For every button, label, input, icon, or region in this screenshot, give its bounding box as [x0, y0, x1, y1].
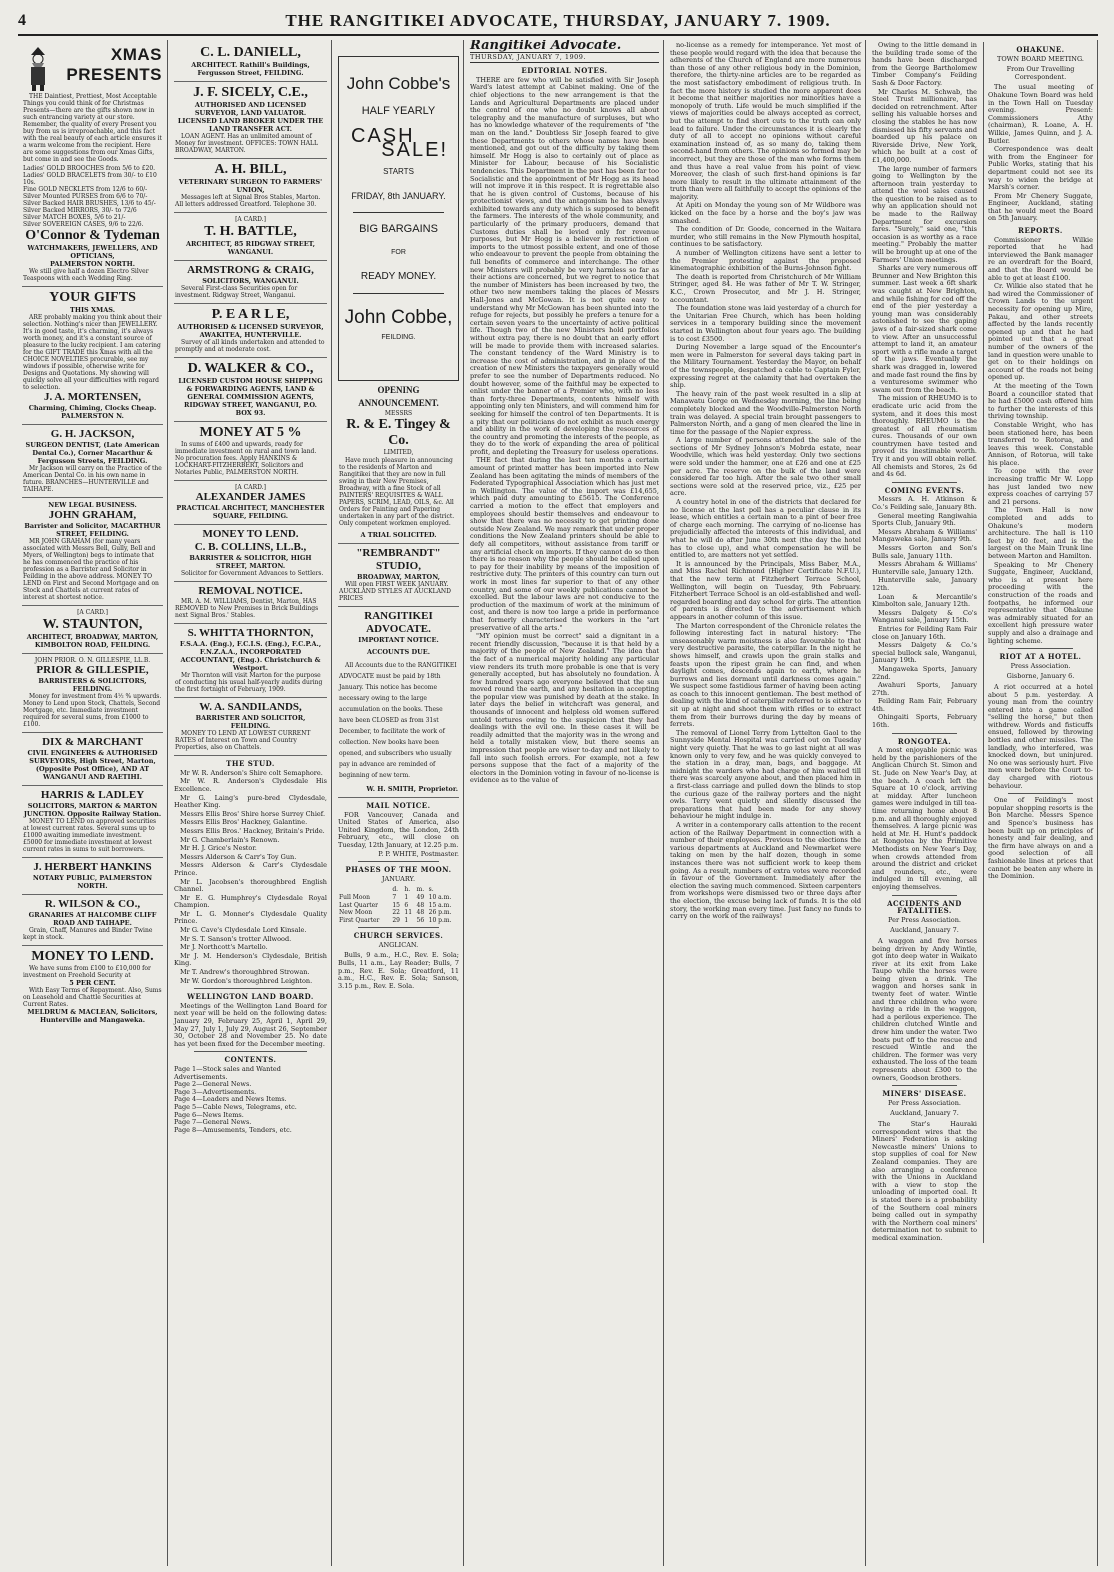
- battle-sub: ARCHITECT, 85 RIDGWAY STREET, WANGANUI.: [185, 239, 316, 256]
- harris-text: MONEY TO LEND on approved securities at lowest current rates. Several sums up to £1000 awaiting immediate investment. £5000 for immediate investment at lowest current rates in sums to suit borrowers.: [23, 818, 157, 854]
- column-6: [868, 40, 1098, 1566]
- cobbe-starts: STARTS: [383, 167, 414, 177]
- money-firm: MELDRUM & MACLEAN, Solicitors, Hunterville and Mangaweka.: [27, 1008, 158, 1025]
- bill-ad: [174, 159, 327, 213]
- list-item: Loan & Mercantile's Kimbolton sale, January 12th.: [872, 592, 977, 609]
- news-paragraph: no-license as a remedy for intemperance. Yet most of these people would regard with the idea that because the adherents of the Church of England are more numerous than those of any other religious body in the Dominion, therefore, the thirty-nine articles are to be regarded as the most satisfactory embodiment of religious truth. In fact the more history is studied the more apparent does it become that neither majorities nor minorities have a monopoly of truth. Life would be much simplified if the views of majorities could be always accepted as correct, but the attempt to find short cuts to the truth can only lead to failure. Under the circumstances it is clearly the duty of all to accept no opinions without careful examination instead of, as so many do, taking them second-hand from others. The opinions so formed may be incorrect, but they are those of the man who forms them and thus have a real value from his point of view. Moreover, the clash of such first-hand opinions is far more likely to result in the ultimate attainment of the truth than were all faithfully to accept the opinions of the majority.: [670, 41, 861, 201]
- stud-item: Mr G. Cave's Clydesdale Lord Kinsale.: [180, 926, 307, 935]
- contents-item: Page 3—Advertisements.: [174, 1087, 257, 1096]
- closing-text: One of Feilding's most popular shopping resorts is the Bon Marche. Messrs Spence and Spence's business has been built up on principles of honesty and fair dealing, and the firm have always on and a good selection of all fashionable lines at prices that cannot be beaten any where in the Dominion.: [988, 796, 1093, 881]
- graham-head: NEW LEGAL BUSINESS.: [48, 501, 137, 509]
- mail-notice: [338, 802, 459, 990]
- earle-ad: [174, 304, 327, 358]
- gifts-text: ARE probably making you think about their selection. Nothing's nicer than JEWELLERY. It's in good taste, it's charming, it's always worth money, and it's a constant source of pleasure to the lucky recipient. I am catering for the GIFT TRADE this Xmas with all the CHOICE NOVELTIES procurable, see my windows if possible, otherwise write for Designs and Quotations. My showing will quickly solve all your difficulties with regard to selection.: [23, 314, 162, 391]
- oconnor-name: O'Connor & Tydeman: [25, 228, 160, 243]
- news-paragraph: The large number of farmers going to Wellington by the afternoon train yesterday to attend the wool sales caused the question to be raised as to why an application should not be made to the Railway Department for excursion fares. "Surely," said one, "this occasion is as worthy as a race meeting." Probably the matter will be brought up at one of the Farmers' Union meetings.: [872, 164, 977, 264]
- dix-name: DIX & MARCHANT: [42, 736, 143, 749]
- money5-name: MONEY AT 5 %: [199, 424, 302, 440]
- prior-sub: BARRISTERS & SOLICITORS, FEILDING.: [38, 677, 147, 694]
- bill-name: A. H. BILL,: [214, 162, 287, 177]
- prior-line: JOHN PRIOR. O. N. GILLESPIE, LL.B.: [34, 656, 151, 664]
- oconnor-town: PALMERSTON NORTH.: [49, 260, 136, 268]
- sandilands-name: W. A. SANDILANDS,: [199, 701, 302, 714]
- cobbe-bargains: BIG BARGAINS: [359, 223, 438, 236]
- prior-text: Money for investment from 4½ % upwards. Money to Lend upon Stock, Chattels, Second Mortgage, etc. Immediate investment required for several sums, from £1000 to £100.: [23, 693, 162, 729]
- sicely-sub: AUTHORISED AND LICENSED SURVEYOR, LAND VALUATOR. LICENSED LAND BROKER UNDER THE LAND TRANSFER ACT.: [177, 101, 324, 133]
- collins-name: C. B. COLLINS, LL.B.,: [194, 541, 307, 554]
- graham-ad: [22, 498, 163, 606]
- wilson-text: Grain, Chaff, Manures and Binder Twine kept in stock.: [23, 927, 153, 942]
- cobbe-cash: CASH: [351, 125, 415, 147]
- stud-item: Mr W. Gordon's thoroughbred Leighton.: [180, 976, 313, 985]
- tingey-ad: [338, 381, 459, 544]
- column-1: [18, 40, 168, 1566]
- landboard-text: Meetings of the Wellington Land Board for next year will be held on the following dates: January 29, February 25, April 1, April 29, May 27, July 1, July 29, August 26, September 30, October 28 and November 25. No date has yet been fixed for the December meeting.: [174, 1001, 327, 1048]
- landboard-title: WELLINGTON LAND BOARD.: [187, 992, 314, 1002]
- stud-item: Mr W. R. Anderson's Shire colt Semaphore.: [180, 768, 323, 777]
- stud-item: Mr T. Andrew's thoroughbred Strowan.: [180, 968, 310, 977]
- money-five-percent-ad: [174, 422, 327, 481]
- santa-claus-icon: [23, 45, 53, 93]
- staunton-card: [A CARD.]: [77, 609, 108, 616]
- wilson-sub: GRANARIES AT HALCOMBE CLIFF ROAD AND TAIHAPE.: [28, 911, 157, 928]
- list-item: Ohingaiti Sports, February 16th.: [872, 713, 977, 730]
- masthead: [18, 8, 1098, 36]
- stud-item: Mr W. R. Anderson's Clydesdale His Excellence.: [174, 777, 327, 793]
- thornton-text: Mr Thornton will visit Marton for the purpose of conducting his usual half-yearly audits during the first fortnight of February, 1909.: [175, 672, 323, 694]
- stud-section: [174, 760, 327, 1134]
- staunton-sub: ARCHITECT, BROADWAY, MARTON, KIMBOLTON ROAD, FEILDING.: [26, 632, 159, 649]
- accidents-sub: Per Press Association.: [888, 915, 961, 924]
- ohakune-paragraph: Speaking to Mr Chenery Suggate, Engineer, Auckland, who is at present here proceeding with the construction of the roads and footpaths, he informed our representative that Ohakune was admirably situated for an excellent high pressure water supply and also a drainage and lighting scheme.: [988, 560, 1093, 645]
- church-text: Bulls, 9 a.m., H.C., Rev. E. Sola; Bulls, 11 a.m., Lay Reader; Bulls, 7 p.m., Rev. E. Sola; Greatford, 11 a.m., H.C., Rev. E. Sola; Sanson, 3.15 p.m., Rev. E. Sola.: [338, 951, 459, 990]
- ohakune-paragraph: Cr. Wilkie also stated that he had wired the Commissioner of Crown Lands to the urgent necessity for opening up Mire, Pakau, and other streets affected by the lands recently opened up and that he had pointed out that a great number of the owners of the land in question were unable to get on to their holdings on account of the roads not being opened up.: [988, 282, 1093, 382]
- money-name: MONEY TO LEND.: [31, 949, 154, 965]
- stud-item: Messrs Alderson & Carr's Toy Gun.: [180, 852, 297, 861]
- editorial-paragraph: "MY opinion must be correct" said a dignitant in a recent friendly discussion, "because it is that held by a majority of the people of New Zealand." The idea that the fact of a numerical majority holding any particular view renders its truth more probable is one that is very generally accepted, but has absolutely no foundation. A few hundred years ago everyone believed that the sun moved round the earth, and any hesitation in accepting the popular view was punished by death at the stake. In later days the belief in witchcraft was general, and thousands of innocent and helpless old women suffered untold tortures owing to the suspicion that they had dealings with the evil one. In these cases it will be readily admitted that the majority was in the wrong and held a totally mistaken view, but there seems an impression that people are wiser to-day and not likely to fall into such foolish errors. For example, not a few persons suppose that the fact of a majority of the electors in the Dominion voting in favour of no-license is evidence as to the value of: [470, 632, 659, 785]
- rongotea-text: A most enjoyable picnic was held by the parishioners of the Anglican Church St. Simon and St. Jude on New Year's Day, at the beach. A coach left the Square at 10 o'clock, arriving at midday. After luncheon games were indulged in till tea-time returning home about 8 p.m. and all thoroughly enjoyed themselves. A large picnic was held at Mr. H. Hunt's paddock at Rongotea by the Primitive Methodists on New Year's Day, when crowds attended from around the district and cricket and rounders, etc., were indulged in till evening, all enjoying themselves.: [872, 746, 977, 891]
- news-paragraph: During November a large squad of the Encounter's men were in Palmerston for several days taking part in the Military Tournament. Yesterday the Mayor, on behalf of the townspeople, despatched a cable to Captain Fyler, expressing regret at the calamity that had overtaken the ship.: [670, 343, 861, 390]
- bill-sub: VETERINARY SURGEON TO FARMERS' UNION,: [178, 178, 323, 194]
- stud-item: Messrs Ellis Bros.' Hackney, Britain's Pride.: [180, 826, 325, 835]
- moon-header-row: d. h. m. s.: [392, 886, 434, 894]
- james-name: ALEXANDER JAMES: [195, 491, 306, 504]
- tingey-head: OPENING ANNOUNCEMENT.: [358, 384, 439, 408]
- news-paragraph: A number of Wellington citizens have sent a letter to the Premier protesting against the proposed kinematographic exhibition of the Burns-Johnson fight.: [670, 249, 861, 273]
- contents-item: Page 2—General News.: [174, 1080, 252, 1089]
- news-paragraph: A country hotel in one of the districts that declared for no license at the last poll has a peculiar clause in its lease, which entitles a certain man to a pint of beer free of charge each morning. The carrying of no-license has prejudicially affected the interests of this individual, and what he will do after June 30th next (the day the hotel has to close up), and what compensation he will be entitled to, are matters not yet settled.: [670, 498, 861, 560]
- staunton-ad: [22, 606, 163, 654]
- news-paragraph: A writer in a contemporary calls attention to the recent action of the Railway Department in connection with a number of their employees. Previous to the elections the various departments at Auckland and Newmarket were taking on men by the half dozen, though in some instances there was not sufficient work to keep them going. As a result, numbers of extra votes were recorded in favour of the Government. Immediately after the election the saving much commenced. Sixteen carpenters from workshops were dismissed two or three days after the election, the excuse being lack of funds. It is the old story, the working man every time. Just fancy no funds to carry on the work of the railways!: [670, 820, 861, 921]
- cobbe-for: FOR: [391, 249, 406, 257]
- tingey-text: Have much pleasure in announcing to the residents of Marton and Rangitikei that they are now in full swing in their New Premises, Broadway, with a fine Stock of all PAINTERS' REQUISITES & WALL PAPERS, SCRIM, LEAD, OILS, &c. All Orders for Painting and Papering undertaken in any part of the district. Only competent workmen employed.: [339, 456, 455, 527]
- editorial-dateline: THURSDAY, JANUARY 7, 1909.: [470, 52, 659, 64]
- armstrong-name: ARMSTRONG & CRAIG,: [187, 263, 314, 276]
- riot-sub: Press Association.: [1010, 661, 1071, 670]
- rongotea-title: RONGOTEA.: [897, 736, 952, 746]
- mortensen-town: PALMERSTON N.: [61, 412, 124, 420]
- gifts-sub: THIS XMAS.: [70, 306, 115, 314]
- contents-item: Page 4—Leaders and News Items.: [174, 1095, 287, 1104]
- tingey-name: R. & E. Tingey & Co.: [346, 417, 451, 449]
- oconnor-note: We still give half a dozen Electro Silver Teaspoons with each Wedding Ring.: [23, 268, 149, 282]
- news-paragraph: The heavy rain of the past week resulted in a slip at Manawatu Gorge on Wednesday morning, the line being completely blocked and the Woodville-Palmerston North train was delayed. A special train brought passengers to Palmerston North, and a gang of men cleared the line in time for the passage of the Napier express.: [670, 389, 861, 436]
- accidents-title: ACCIDENTS AND FATALITIES.: [887, 898, 962, 916]
- miners-title: MINERS' DISEASE.: [882, 1089, 967, 1099]
- mortensen-name: J. A. MORTENSEN,: [43, 391, 142, 403]
- table-row: New Moon 22 11 48 26 p.m.: [339, 909, 452, 917]
- news-paragraph: At Apiti on Monday the young son of Mr Wildbore was kicked on the face by a horse and the boy's jaw was smashed.: [670, 201, 861, 225]
- contents-item: Page 6—News Items.: [174, 1110, 244, 1119]
- your-gifts-ad: [22, 287, 163, 425]
- ohakune-paragraph: Correspondence was dealt with from the Engineer for Public Works, stating that his department could not see its way to widen the bridge at Marsh's corner.: [988, 145, 1093, 192]
- sicely-text: LOAN AGENT. Has an unlimited amount of Money for investment. OFFICES: TOWN HALL BROADWAY, MARTON.: [175, 133, 319, 154]
- moon-title: PHASES OF THE MOON.: [345, 865, 452, 875]
- hankins-sub: NOTARY PUBLIC, PALMERSTON NORTH.: [32, 874, 153, 891]
- ohakune-reports-head: REPORTS.: [1018, 226, 1063, 236]
- rembrandt-text: Will open FIRST WEEK JANUARY. AUCKLAND STYLES AT AUCKLAND PRICES: [339, 580, 451, 602]
- xmas-presents-ad: [22, 42, 163, 287]
- newspaper-title: THE RANGITIKEI ADVOCATE, THURSDAY, JANUARY 7. 1909.: [285, 11, 831, 30]
- contents-item: Page 7—General News.: [174, 1118, 252, 1127]
- list-item: Messrs Dalgety & Co.'s special bullock sale, Wanganui, January 19th.: [872, 641, 977, 665]
- earle-text: Survey of all kinds undertaken and attended to promptly and at moderate cost.: [175, 338, 325, 353]
- stud-item: Mr S. T. Sanson's trotter Allwood.: [180, 934, 292, 943]
- stud-item: Mr G. Laing's pure-bred Clydesdale, Heather King.: [174, 793, 327, 810]
- cobbe-name: John Cobbe,: [344, 307, 453, 329]
- xmas-item: Silver Backed MIRRORS, 30/- to 72/6: [23, 207, 137, 214]
- money-to-lend-ad: [22, 946, 163, 1028]
- sicely-name: J. F. SICELY, C.E.,: [193, 85, 308, 100]
- table-row: Full Moon 7 1 49 10 a.m.: [339, 893, 452, 901]
- daniell-name: C. L. DANIELL,: [200, 45, 301, 60]
- ohakune-paragraph: From Mr Chenery Suggate, Engineer, Auckland, stating that he would meet the Board on 5th January.: [988, 191, 1093, 223]
- advocate-due: ACCOUNTS DUE.: [367, 647, 430, 656]
- contents-item: Page 5—Cable News, Telegrams, etc.: [174, 1102, 297, 1111]
- riot-text: A riot occurred at a hotel about 5 p.m. yesterday. A young man from the country entered into a game called "selling the horse," but then withdrew. Words and fisticuffs ensued, followed by throwing bottles and other missiles. The landlady, who interfered, was knocked down, but uninjured. No one was seriously hurt. Five men were before the Court to-day charged with riotous behaviour.: [988, 682, 1093, 790]
- stud-item: Messrs Ellis Bros' Hackney, Galantine.: [180, 818, 308, 827]
- xmas-item: Silver Backed HAIR BRUSHES, 13/6 to 45/-: [23, 200, 156, 207]
- news-paragraph: A large number of persons attended the sale of the sections of Mr Sydney Johnson's Mobrda estate, near Woodville, which was held yesterday. Only two sections were sold under the hammer, one at £26 and one at £25 per acre. The reserve on the bulk of the land were considered far too high. After the sale two other small sections were sold at the reserved price, viz., £25 per acre.: [670, 436, 861, 498]
- column-2: [170, 40, 332, 1566]
- jackson-sub: SURGEON DENTIST, (Late American Dental Co.), Corner Macarthur & Fergusson Streets, FEILDING.: [25, 441, 160, 465]
- sandilands-text: MONEY TO LEND AT LOWEST CURRENT RATES of Interest on Town and Country Properties, also on Chattels.: [175, 730, 311, 752]
- news-paragraph: It is announced by the Principals, Miss Baber, M.A., and Miss Rachel Richmond (Higher Certificate N.F.U.), that the new term at Fitzherbert Terrace School, Wellington, will begin on Tuesday, 9th February. Fitzherbert Terrace School is an old-established and well-regarded boarding and day school for girls. The attention of parents is directed to the advertisement which appears in another column of this issue.: [670, 559, 861, 621]
- mail-text: FOR Vancouver, Canada and United States of America, also United Kingdom, the London, 24th February, etc., will close on Tuesday, 12th January, at 12.25 p.m.: [338, 810, 459, 849]
- daniell-ad: [174, 42, 327, 82]
- stud-item: Mr J. M. Henderson's Clydesdale, British King.: [174, 951, 327, 968]
- list-item: Mangaweka Sports, January 22nd.: [872, 664, 977, 681]
- advocate-notice-ad: [338, 607, 459, 798]
- tingey-messrs: MESSRS: [384, 409, 413, 417]
- table-row: Last Quarter 15 6 48 15 a.m.: [339, 901, 452, 909]
- cobbe-half-yearly: HALF YEARLY: [361, 105, 436, 117]
- xmas-item: Ladies' GOLD BRACELETS from 30/- to £10 10s.: [23, 172, 157, 186]
- battle-card: [A CARD.]: [235, 216, 266, 223]
- thornton-name: S. WHITTA THORNTON,: [187, 627, 314, 640]
- ohakune-paragraph: The usual meeting of Ohakune Town Board was held in the Town Hall on Tuesday evening. Present: Commissioners Athy (chairman), R. Loane, A. H. Wilkie, James Quinn, and J. A. Butler.: [988, 83, 1093, 145]
- news-paragraph: The death is reported from Christchurch of Mr William Stringer, aged 84. He was father of Mr T. W. Stringer, K.C., Crown Prosecutor, and Mr J. H. Stringer, accountant.: [670, 272, 861, 304]
- graham-sub: Barrister and Solicitor, MACARTHUR STREET, FEILDING.: [24, 522, 161, 538]
- xmas-intro: THE Daintiest, Prettiest, Most Acceptable Things you could think of for Christmas Presents—there are the gifts shown now in such entrancing variety at our store. Remember, the quality of every Present you buy from us is irreproachable, and this fact with the real beauty of each article ensures it a warm welcome from the recipient. Here are some suggestions from our Xmas Gifts, but come in and see the Goods.: [23, 93, 162, 163]
- list-item: Messrs Dalgety & Co's Wanganui sale, January 15th.: [872, 608, 977, 625]
- xmas-item: Silver SOVEREIGN CASES, 9/6 to 22/6.: [23, 221, 144, 228]
- list-item: Entries for Feilding Ram Fair close on January 16th.: [872, 624, 977, 641]
- list-item: Messrs A. H. Atkinson & Co.'s Feilding sale, January 8th.: [872, 495, 977, 512]
- ohakune-paragraph: Commissioner Wilkie reported that he had interviewed the Bank manager re an overdraft for the Board, and that the Board would be able to get at least £100.: [988, 235, 1093, 282]
- sandilands-sub: BARRISTER AND SOLICITOR, FEILDING.: [195, 714, 306, 731]
- wilson-ad: [22, 895, 163, 946]
- advocate-sub: IMPORTANT NOTICE.: [358, 635, 439, 644]
- stud-item: Mr J. Northcott's Martello.: [180, 943, 268, 952]
- news-paragraph: The condition of Dr. Goode, concerned in the Waitara murder, who still remains in the New Plymouth hospital, continues to be satisfactory.: [670, 225, 861, 249]
- dix-marchant-ad: [22, 733, 163, 786]
- hankins-ad: [22, 858, 163, 895]
- column-6-left: [872, 42, 977, 1243]
- walker-sub: LICENSED CUSTOM HOUSE SHIPPING & FORWARDING AGENTS, LAND & GENERAL COMMISSION AGENTS, RIDGWAY STREET, WANGANUI, P.O. BOX 93.: [178, 376, 323, 417]
- editorial-masthead: Rangitikei Advocate.: [470, 40, 622, 53]
- accidents-text: A waggon and five horses being driven by Andy Wintle, got into deep water in Waikato river at its exit from Lake Taupo while the horses were being given a drink. The waggon and horses sank in twenty feet of water. Wintle and three children who were having a ride in the waggon, had a perilous experience. The children clutched Wintle and drew him under the water. Two boats put off to the rescue and rescued Wintle and the children. The former was very exhausted. The loss of the team represents about £300 to the owners, Goodson brothers.: [872, 936, 977, 1082]
- bill-text: Messages left at Signal Bros Stables, Marton. All letters addressed Greatford. Telephone 30.: [175, 194, 321, 208]
- column-3: [334, 40, 464, 1566]
- cobbe-ready-money: READY MONEY.: [360, 271, 437, 283]
- jackson-text: Mr Jackson will carry on the Practice of the American Dental Co. in his own name in future. BRANCHES—HUNTERVILLE and TAIHAPE.: [23, 465, 162, 493]
- xmas-items: [23, 165, 162, 228]
- collins-head: MONEY TO LEND.: [202, 528, 299, 541]
- removal-notice-ad: [174, 582, 327, 624]
- ohakune-paragraph: To cope with the ever increasing traffic Mr W. Lopp has just landed two new express coaches of carrying 57 and 21 persons.: [988, 467, 1093, 506]
- thornton-sub: F.S.A.A. (Eng.), F.C.I.S. (Eng.), F.C.P.A., F.N.Z.A.A., INCORPORATED ACCOUNTANT, (Eng.). Christchurch & Westport.: [179, 640, 322, 673]
- james-card: [A CARD.]: [235, 483, 266, 491]
- ohakune-paragraph: The Town Hall is now completed and adds to Ohakune's modern architecture. The hall is 110 feet by 40 feet, and is the largest on the Main Trunk line between Marton and Hamilton.: [988, 506, 1093, 560]
- collins-ad: [174, 525, 327, 582]
- ohakune-paragraph: At the meeting of the Town Board a councillor stated that he had £5000 cash offered him to further the interests of this thriving township.: [988, 381, 1093, 421]
- stud-item: Mr E. G. Humphrey's Clydesdale Royal Champion.: [174, 893, 327, 910]
- jackson-name: G. H. JACKSON,: [50, 428, 135, 440]
- sicely-ad: [174, 82, 327, 159]
- hankins-name: J. HERBERT HANKINS: [33, 861, 152, 874]
- miners-text: The Star's Hauraki correspondent wires that the Miners' Federation is asking Newcastle miners' Unions to stop supplies of coal for New Zealand companies. They are also arranging a conference with the Unions in Auckland with a view to stop the unloading of imported coal. It is stated there is a probability of the Southern coal miners being called out in sympathy with the Northern coal miners' determination not to submit to medical examination.: [872, 1119, 977, 1242]
- contents-title: CONTENTS.: [224, 1055, 277, 1065]
- jackson-ad: [22, 425, 163, 498]
- coming-events-title: COMING EVENTS.: [884, 485, 965, 495]
- stud-item: Mr H. J. Grice's Nestor.: [180, 844, 257, 853]
- staunton-name: W. STAUNTON,: [42, 616, 143, 632]
- editorial-paragraph: THERE are few who will be satisfied with Sir Joseph Ward's latest attempt at Cabinet making. One of the chief objections to the new arrangement is that the Lands and Agricultural Departments are placed under the control of one who no doubt knows all about telegraphy and the manufacture of surpluses, but who has no knowledge whatever of the requirements of "the man on the land." Doubtless Sir Joseph feared to give these Departments to others whose names have been mentioned, and got out of the difficulty by taking them himself. Mr Hogg is also to certainly out of place as Minister for Labour, because of his Socialistic tendencies. This Department in the past has been far too Socialistic and the appointment of Mr Hogg as its head will not improve it in this respect. It is regrettable also that he is given control of Customs, because of his protectionist views, and the antagonism he has always exhibited towards any duty which is supposed to benefit the farmers. The interests of the whole community, and particularly of the primary producers, demand that Customs duties shall be levied only for revenue purposes, but Mr Hogg is a believer in restriction of imports to the utmost possible extent, and one of those who endeavour to prevent the people from obtaining the full benefits of commerce and interchange. The other new Ministers will probably be very harmless so far as their actions are concerned, but we regret to notice that the number of Ministers has been increased by two, the other two new members taking the places of Messrs Hall-Jones and McGowan. It is not quite easy to understand why Mr McGowan has been shunted into the refuge for rejects, but possibly he prefers a tenure for a certain seven years to the uncertainty of active political life. Though two of the new Ministers hold portfolios without extra pay, there is no doubt that an early effort will be made to provide them with increased salaries. The constant tendency of the Ward Ministry is to increase the cost of administration, and in place of the creation of new Ministers the taxpayers generally would prefer to see the number of Departments reduced. No doubt however, some of the faithful may be expected to enlist under the banner of a Premier who, with no less than forty-three Departments, contents himself with appointing only ten Ministers, and will commend him for seeking for himself the control of ten Departments. It is a pity that our politicians do not exhibit as much energy and ability in the work of developing the resources of the country and promoting the interests of the people, as they do to the work of expanding the area of political profit, and depleting the Treasury for useless operations.: [470, 75, 659, 456]
- rembrandt-ad: [338, 544, 459, 607]
- mail-sign: P. P. WHITE, Postmaster.: [378, 849, 459, 858]
- advocate-sign: W. H. SMITH, Proprietor.: [366, 784, 458, 793]
- advocate-text: All Accounts due to the RANGITIKEI ADVOCATE must be paid by 18th January. This notice has become necessary owing to the large accumulation on the books. These have been CLOSED as from 31st December, to facilitate the work of collection. New books have been opened, and subscribers who usually pay in advance are reminded of beginning of new term.: [339, 661, 457, 779]
- miners-dateline: Auckland, January 7.: [890, 1109, 959, 1118]
- daniell-sub: ARCHITECT. Rathill's Buildings, Fergusson Street, FEILDING.: [191, 61, 310, 77]
- advocate-name: RANGITIKEI ADVOCATE.: [364, 609, 433, 635]
- news-paragraph: The Marton correspondent of the Chronicle relates the following interesting fact in natural history: "The unseasonably warm moistness is also favourable to that very destructive parasite, the caterpillar. In the night he shows himself, and crawls upon the grain stalks and feasts upon the ripest grain he can find, and when daylight comes, descends again to earth, where he burrows and lies dormant until darkness comes again." We suspect some fastidious farmer of having been acting as coach to this innocent gentleman. The best method of dealing with the kind of caterpillar referred to is either to sit up at night and shoot them with rifles or to extract them from their burrows during the day by means of ferrets.: [670, 621, 861, 729]
- thornton-ad: [174, 624, 327, 698]
- stud-item: Mr L. G. Monner's Clydesdale Quality Prince.: [174, 909, 327, 926]
- moon-month: JANUARY.: [381, 874, 416, 883]
- stud-item: Mr G. Chamberlain's Renown.: [180, 835, 280, 844]
- news-paragraph: Mr Charles M. Schwab, the Steel Trust millionaire, has decided on retrenchment. After selling his valuable horses and closing the stables he has now dismissed his fifty servants and boarded up his palace on Riverside Drive, New York, which he built at a cost of £1,400,000.: [872, 87, 977, 164]
- contents-item: Page 8—Amusements, Tenders, etc.: [174, 1125, 292, 1134]
- page-number: 4: [18, 12, 26, 29]
- ohakune-title: OHAKUNE.: [1016, 45, 1065, 54]
- collins-sub: BARRISTER & SOLICITOR, HIGH STREET, MARTON.: [189, 554, 312, 571]
- walker-name: D. WALKER & CO.,: [187, 360, 314, 376]
- john-cobbe-sale-ad: [338, 56, 459, 381]
- graham-text: MR JOHN GRAHAM (for many years associated with Messrs Bell, Gully, Bell and Myers, of Wellington) begs to intimate that he has commenced the practice of his profession as a Barrister and Solicitor in Feilding in the above address. MONEY TO LEND on First and Second Mortgage and on Stock and Chattels at current rates of interest at shortest notice.: [23, 538, 159, 601]
- xmas-item: Fine GOLD NECKLETS from 12/6 to 60/-: [23, 186, 148, 193]
- armstrong-sub: SOLICITORS, WANGANUI.: [202, 276, 299, 285]
- riot-dateline: Gisborne, January 6.: [1006, 672, 1075, 681]
- tingey-ltd: LIMITED,: [383, 449, 414, 457]
- list-item: Messrs Gorton and Son's Bulls sale, January 11th.: [872, 544, 977, 560]
- stud-item: Mr L. Jacobsen's thoroughbred English Channel.: [174, 877, 327, 894]
- church-sub: ANGLICAN.: [378, 940, 419, 949]
- oconnor-sub: WATCHMAKERS, JEWELLERS, AND OPTICIANS,: [27, 244, 158, 260]
- money-text2: With Easy Terms of Repayment. Also, Sums on Leasehold and Chattle Securities at Current Rates.: [23, 987, 162, 1009]
- graham-name: JOHN GRAHAM,: [48, 509, 137, 521]
- battle-ad: [174, 213, 327, 261]
- james-sub: PRACTICAL ARCHITECT, MANCHESTER SQUARE, FEILDING.: [176, 504, 325, 521]
- ohakune-paragraph: Constable Wright, who has been stationed here, has been transferred to Rotorua, and leaves this week. Constable Annison, of Rotorua, will take his place.: [988, 420, 1093, 467]
- sandilands-ad: [174, 698, 327, 756]
- accidents-dateline: Auckland, January 7.: [890, 926, 959, 935]
- rembrandt-sub: BROADWAY, MARTON,: [357, 572, 440, 581]
- editorial-paragraph: THE fact that during the last ten months a certain amount of printed matter has been imported into New Zealand has been agitating the minds of members of the Federated Typographical Association which has just met in Wellington. The value of the import was £14,655, which paid duty amounting to £5615. The Conference carried a motion to the effect that employers and employees should bestir themselves and endeavour to show that there was no necessity to get printing done outside New Zealand. We may remark that under proper conditions the New Zealand printers should be able to defy all competitors, without assistance from tariff or any artificial check on imports. If they cannot do so then there is no reason why the people should be called upon to pay for their inability by means of the imposition of restrictive duty. The printers of this country can turn out work in most lines far superior to that of any other country, and some of our weekly publications cannot be excelled. But the labour laws are not conducive to the production of the maximum of work at the minimum of cost, and there is now too large a pride in performance that formerly characterised the workers in the "art preservative of all the arts.": [470, 456, 659, 632]
- mail-title: MAIL NOTICE.: [366, 800, 431, 810]
- harris-name: HARRIS & LADLEY: [40, 789, 145, 802]
- news-paragraph: Owing to the little demand in the building trade some of the hands have been discharged from the George Bartholomew Timber Company's Feilding Sash & Door Factory.: [872, 41, 977, 87]
- ohakune-sub: TOWN BOARD MEETING.: [997, 54, 1084, 63]
- riot-title: RIOT AT A HOTEL.: [999, 652, 1082, 662]
- stud-item: Messrs Alderson & Carr's Clydesdale Prince.: [174, 861, 327, 877]
- news-paragraph: The mission of RHEUMO is to eradicate uric acid from the system, and it does this most thoroughly. RHEUMO is the greatest of all rheumatism cures. Thousands of our own countrymen have tested and proved its inestimable worth. Try it and you will obtain relief. All chemists and Stores, 2s 6d and 4s 6d.: [872, 394, 977, 479]
- armstrong-ad: [174, 261, 327, 304]
- money-rate: 5 PER CENT.: [69, 979, 116, 988]
- ohakune-correspondent: From Our Travelling Correspondent.: [1006, 65, 1075, 81]
- church-title: CHURCH SERVICES.: [353, 931, 444, 941]
- column-6-right: [983, 42, 1093, 1243]
- list-item: Awahuri Sports, January 27th.: [872, 681, 977, 697]
- gifts-title: YOUR GIFTS: [49, 290, 136, 305]
- column-5: [666, 40, 866, 1566]
- earle-name: P. E A R L E,: [211, 306, 290, 322]
- collins-text: Solicitor for Government Advances to Settlers.: [181, 570, 324, 578]
- harris-ladley-ad: [22, 786, 163, 858]
- stud-item: Messrs Ellis Bros' Shire horse Surrey Chief.: [180, 809, 326, 818]
- removal-text: MR. A. M. WILLIAMS, Dentist, Marton, HAS REMOVED to New Premises in Brick Buildings next Signal Bros.' Stables.: [175, 598, 319, 620]
- cobbe-town: FEILDING.: [381, 333, 416, 341]
- walker-ad: [174, 358, 327, 422]
- tingey-trial: A TRIAL SOLICITED.: [360, 530, 437, 539]
- prior-gillespie-ad: [22, 654, 163, 734]
- stud-title: THE STUD.: [226, 759, 275, 769]
- harris-sub: SOLICITORS, MARTON & MARTON JUNCTION. Opposite Railway Station.: [23, 802, 162, 819]
- news-paragraph: The removal of Lionel Terry from Lyttelton Gaol to the Sunnyside Mental Hospital was carried out on Tuesday night very quietly. That he was to go last night at all was known only to very few, and he was quickly conveyed to the station in a dray, man, bags, and baggage. At midnight the warders who had charge of him waited till there was scarcely anyone about, and then placed him in a first-class carriage and pulled down the blinds to stop the curious gaze of the railway porters and the night owls. Terry went quietly and silently discussed the preparations that had been made for any showy behaviour he might indulge in.: [670, 728, 861, 821]
- mortensen-sub: Charming, Chiming, Clocks Cheap.: [28, 404, 157, 412]
- xmas-item: Ladies' GOLD BROOCHES from 5/6 to £20.: [23, 165, 156, 172]
- cobbe-title: John Cobbe's: [346, 74, 451, 93]
- money5-text: In sums of £400 and upwards, ready for immediate investment on rural and town land. No procuration fees. Apply HANKINS & LOCKHART-FITZHERBERT, Solicitors and Notaries Public, PALMERSTON NORTH.: [175, 440, 317, 476]
- miners-sub: Per Press Association.: [888, 1098, 961, 1107]
- rembrandt-name: "REMBRANDT" STUDIO,: [356, 546, 441, 572]
- news-paragraph: The foundation stone was laid yesterday of a church for the Unitarian Free Church, which has been holding services in a temporary building since the movement started in Wellington about four years ago. The building is to cost £3500.: [670, 304, 861, 343]
- table-row: First Quarter 29 1 56 10 p.m.: [339, 916, 452, 924]
- list-item: Messrs Abraham & Williams' Mangaweka sale, January 9th.: [872, 527, 977, 544]
- earle-sub: AUTHORISED & LICENSED SURVEYOR, AWAKITEA, HUNTERVILLE.: [177, 322, 324, 339]
- james-ad: [174, 481, 327, 526]
- battle-name: T. H. BATTLE,: [204, 223, 297, 239]
- wilson-name: R. WILSON & CO.,: [44, 898, 141, 911]
- cobbe-sale: SALE!: [381, 138, 448, 161]
- column-4: [466, 40, 664, 1566]
- money-text: We have sums from £100 to £10,000 for investment on Freehold Security at: [23, 965, 151, 980]
- list-item: Hunterville sale, January 12th.: [872, 576, 977, 592]
- contents-item: Page 1—Stock sales and Wanted Advertisements.: [174, 1064, 281, 1081]
- moon-table: [338, 886, 459, 924]
- dix-sub: CIVIL ENGINEERS & AUTHORISED SURVEYORS, High Street, Marton, (Opposite Post Office), AND AT WANGANUI AND RAETIHI.: [27, 749, 158, 782]
- xmas-item: Silver MATCH BOXES, 5/6 to 21/-: [23, 214, 126, 221]
- prior-name: PRIOR & GILLESPIE,: [36, 664, 149, 677]
- list-item: General meeting Rangiwahia Sports Club, January 9th.: [872, 511, 977, 528]
- xmas-title: XMAS PRESENTS: [66, 45, 162, 84]
- xmas-item: Silver Mounted PURSES from 6/6 to 70/-: [23, 193, 148, 200]
- news-paragraph: Sharks are very numerous off Brunner and New Brighton this summer. Last week a 6ft shark was caught at New Brighton, and while fishing for cod off the end of the pier yesterday a young man was considerably astonished to see the gaping jaws of a fair-sized shark come to view. After an unsuccessful attempt to land it, an amateur sport with a rifle made a target of the jaws. Eventually the shark was dragged in, lowered and made fast round the fins by a venturesome swimmer who swam out from the beach.: [872, 264, 977, 394]
- removal-name: REMOVAL NOTICE.: [198, 585, 303, 598]
- list-item: Feilding Ram Fair, February 4th.: [872, 697, 977, 713]
- editorial-section-title: EDITORIAL NOTES.: [521, 66, 608, 76]
- cobbe-date: FRIDAY, 8th JANUARY.: [351, 191, 446, 202]
- armstrong-text: Several First-class Securities open for investment. Ridgway Street, Wanganui.: [175, 284, 298, 299]
- list-item: Messrs Abraham & Williams' Hunterville sale, January 12th.: [872, 560, 977, 576]
